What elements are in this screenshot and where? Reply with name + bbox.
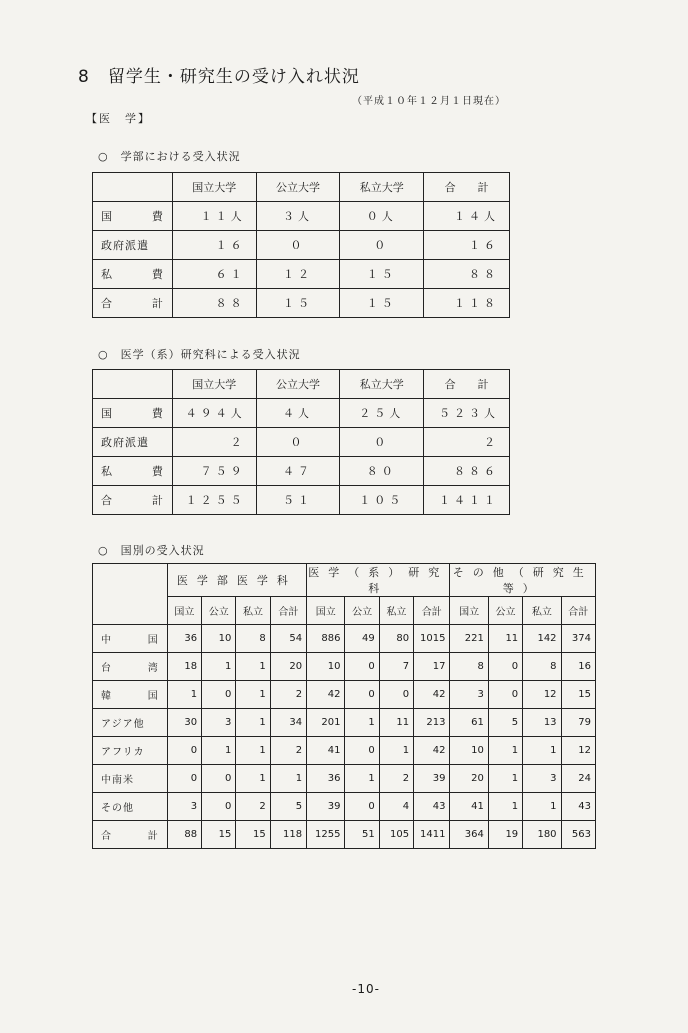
- section1-heading-text: 学部における受入状況: [120, 150, 241, 163]
- value-cell: ２５人: [340, 399, 424, 428]
- value-cell: 118: [270, 821, 306, 849]
- row-label-inner: [93, 715, 167, 730]
- page-title: [78, 62, 360, 87]
- value-cell: 41: [450, 793, 488, 821]
- row-label: [93, 765, 168, 793]
- value-cell: ８０: [340, 457, 424, 486]
- value-cell: 10: [202, 625, 236, 653]
- value-cell: 364: [450, 821, 488, 849]
- page-number: -10-: [352, 982, 380, 996]
- value-cell: 0: [345, 681, 379, 709]
- subcolumn-header: 国立: [307, 597, 345, 625]
- column-header: 合 計: [424, 173, 510, 202]
- value-cell: 30: [167, 709, 201, 737]
- section2-table: [92, 369, 510, 515]
- section3-heading: [98, 542, 205, 558]
- row-label: [93, 625, 168, 653]
- value-cell: 1: [345, 709, 379, 737]
- value-cell: 34: [270, 709, 306, 737]
- value-cell: ４９４人: [172, 399, 256, 428]
- value-cell: 221: [450, 625, 488, 653]
- value-cell: ２: [424, 428, 510, 457]
- value-cell: 24: [561, 765, 595, 793]
- value-cell: ５２３人: [424, 399, 510, 428]
- row-label-left: 国: [101, 210, 113, 223]
- value-cell: 5: [488, 709, 522, 737]
- row-label-right: 国: [147, 691, 159, 702]
- value-cell: 42: [414, 681, 450, 709]
- value-cell: 0: [345, 737, 379, 765]
- value-cell: ３人: [256, 202, 340, 231]
- value-cell: 1: [202, 737, 236, 765]
- value-cell: 3: [202, 709, 236, 737]
- value-cell: 80: [379, 625, 413, 653]
- header-row: [93, 173, 510, 202]
- column-header: 国立大学: [172, 173, 256, 202]
- table-row: [93, 625, 596, 653]
- value-cell: １１８: [424, 289, 510, 318]
- value-cell: 1: [488, 737, 522, 765]
- value-cell: 13: [523, 709, 561, 737]
- table-row: [93, 399, 510, 428]
- value-cell: ０: [256, 231, 340, 260]
- row-label-inner: [93, 266, 172, 282]
- value-cell: 10: [450, 737, 488, 765]
- row-label: [93, 709, 168, 737]
- row-label-left: 台: [101, 663, 112, 674]
- value-cell: 374: [561, 625, 595, 653]
- row-label-inner: [93, 687, 167, 702]
- row-label: [93, 653, 168, 681]
- row-label-inner: [93, 799, 167, 814]
- value-cell: 1015: [414, 625, 450, 653]
- value-cell: 3: [523, 765, 561, 793]
- row-label: [93, 202, 173, 231]
- value-cell: １２: [256, 260, 340, 289]
- value-cell: 1: [270, 765, 306, 793]
- value-cell: 49: [345, 625, 379, 653]
- value-cell: 16: [561, 653, 595, 681]
- value-cell: 17: [414, 653, 450, 681]
- subcolumn-header: 合計: [270, 597, 306, 625]
- value-cell: 1: [379, 737, 413, 765]
- table-row: [93, 231, 510, 260]
- value-cell: 61: [450, 709, 488, 737]
- value-cell: 2: [270, 681, 306, 709]
- column-header: 公立大学: [256, 370, 340, 399]
- value-cell: 0: [167, 765, 201, 793]
- value-cell: 3: [450, 681, 488, 709]
- row-label-right: 費: [151, 210, 164, 223]
- value-cell: 36: [167, 625, 201, 653]
- value-cell: １６: [172, 231, 256, 260]
- value-cell: 0: [202, 681, 236, 709]
- value-cell: 1: [236, 653, 270, 681]
- value-cell: 1: [523, 793, 561, 821]
- value-cell: 180: [523, 821, 561, 849]
- row-label: [93, 681, 168, 709]
- value-cell: 15: [236, 821, 270, 849]
- date-note: （平成１０年１２月１日現在）: [352, 96, 506, 107]
- bullet-circle-icon: ○: [98, 544, 109, 557]
- department-label: 【医 学】: [86, 112, 151, 125]
- table-row: [93, 793, 596, 821]
- value-cell: 1411: [414, 821, 450, 849]
- value-cell: 15: [561, 681, 595, 709]
- value-cell: 43: [414, 793, 450, 821]
- group-header: その他（研究生等）: [450, 564, 596, 597]
- row-label: [93, 399, 173, 428]
- value-cell: ０: [340, 428, 424, 457]
- group-header: 医学部医学科: [167, 564, 306, 597]
- value-cell: １５: [340, 260, 424, 289]
- row-label-right: 計: [151, 297, 164, 310]
- value-cell: １４１１: [424, 486, 510, 515]
- row-label-inner: [93, 434, 172, 450]
- value-cell: １１人: [172, 202, 256, 231]
- value-cell: 201: [307, 709, 345, 737]
- value-cell: 54: [270, 625, 306, 653]
- value-cell: 8: [523, 653, 561, 681]
- table-row: [93, 260, 510, 289]
- row-label-left: 政府派遣: [101, 239, 149, 252]
- table-row: [93, 765, 596, 793]
- value-cell: ８８６: [424, 457, 510, 486]
- subcolumn-header: 国立: [450, 597, 488, 625]
- row-label-inner: [93, 295, 172, 311]
- row-label-right: 計: [147, 831, 159, 842]
- row-label-right: 費: [151, 465, 164, 478]
- value-cell: 43: [561, 793, 595, 821]
- section2-heading-text: 医学（系）研究科による受入状況: [120, 348, 301, 361]
- table-row: [93, 653, 596, 681]
- value-cell: 0: [202, 765, 236, 793]
- group-header: 医学（系）研究科: [307, 564, 450, 597]
- value-cell: 10: [307, 653, 345, 681]
- column-header: 公立大学: [256, 173, 340, 202]
- group-header-row: [93, 564, 596, 597]
- row-label-inner: [93, 492, 172, 508]
- value-cell: 8: [450, 653, 488, 681]
- column-header: 合 計: [424, 370, 510, 399]
- row-label-left: 中: [101, 635, 112, 646]
- value-cell: 1: [236, 709, 270, 737]
- value-cell: １０５: [340, 486, 424, 515]
- value-cell: 1: [236, 765, 270, 793]
- row-label-left: 韓: [101, 691, 112, 702]
- row-label: [93, 260, 173, 289]
- value-cell: ０: [256, 428, 340, 457]
- value-cell: 142: [523, 625, 561, 653]
- value-cell: ０: [340, 231, 424, 260]
- column-header: 私立大学: [340, 173, 424, 202]
- row-label-left: 私: [101, 465, 113, 478]
- value-cell: 42: [307, 681, 345, 709]
- section3-heading-text: 国別の受入状況: [120, 544, 205, 557]
- value-cell: ２: [172, 428, 256, 457]
- row-label-inner: [93, 743, 167, 758]
- value-cell: 12: [523, 681, 561, 709]
- row-label-left: 私: [101, 268, 113, 281]
- value-cell: 1: [202, 653, 236, 681]
- value-cell: １５: [256, 289, 340, 318]
- row-label-left: 国: [101, 407, 113, 420]
- value-cell: 1: [488, 765, 522, 793]
- row-label: [93, 821, 168, 849]
- row-label-right: 湾: [147, 663, 159, 674]
- row-label: [93, 457, 173, 486]
- value-cell: 36: [307, 765, 345, 793]
- value-cell: 213: [414, 709, 450, 737]
- value-cell: ０人: [340, 202, 424, 231]
- value-cell: 105: [379, 821, 413, 849]
- value-cell: 0: [345, 793, 379, 821]
- value-cell: 1255: [307, 821, 345, 849]
- value-cell: 42: [414, 737, 450, 765]
- value-cell: 0: [202, 793, 236, 821]
- row-label-right: 費: [151, 407, 164, 420]
- corner-cell: [93, 564, 168, 625]
- table-row: [93, 457, 510, 486]
- row-label-right: 費: [151, 268, 164, 281]
- value-cell: 88: [167, 821, 201, 849]
- column-header: 私立大学: [340, 370, 424, 399]
- value-cell: 5: [270, 793, 306, 821]
- value-cell: １４人: [424, 202, 510, 231]
- row-label: [93, 486, 173, 515]
- row-label-inner: [93, 631, 167, 646]
- subcolumn-header: 公立: [488, 597, 522, 625]
- subcolumn-header: 私立: [379, 597, 413, 625]
- value-cell: ６１: [172, 260, 256, 289]
- value-cell: 3: [167, 793, 201, 821]
- value-cell: 11: [488, 625, 522, 653]
- value-cell: 7: [379, 653, 413, 681]
- row-label-right: 計: [151, 494, 164, 507]
- subcolumn-header: 国立: [167, 597, 201, 625]
- value-cell: 11: [379, 709, 413, 737]
- value-cell: ５１: [256, 486, 340, 515]
- value-cell: ８８: [424, 260, 510, 289]
- section1-heading: [98, 148, 241, 164]
- row-label-left: アフリカ: [101, 747, 145, 758]
- subcolumn-header: 合計: [561, 597, 595, 625]
- column-header: 国立大学: [172, 370, 256, 399]
- value-cell: 1: [236, 681, 270, 709]
- row-label-left: アジア他: [101, 719, 145, 730]
- value-cell: 886: [307, 625, 345, 653]
- value-cell: 15: [202, 821, 236, 849]
- row-label: [93, 737, 168, 765]
- corner-cell: [93, 173, 173, 202]
- value-cell: 1: [236, 737, 270, 765]
- row-label-left: 合: [101, 494, 113, 507]
- row-label-inner: [93, 405, 172, 421]
- title-text: 留学生・研究生の受け入れ状況: [107, 67, 360, 87]
- table-row: [93, 428, 510, 457]
- value-cell: 1: [523, 737, 561, 765]
- value-cell: 51: [345, 821, 379, 849]
- bullet-circle-icon: ○: [98, 348, 109, 361]
- value-cell: 0: [379, 681, 413, 709]
- row-label-left: 合: [101, 831, 112, 842]
- value-cell: １６: [424, 231, 510, 260]
- value-cell: 563: [561, 821, 595, 849]
- row-label-inner: [93, 463, 172, 479]
- section1-table: [92, 172, 510, 318]
- subcolumn-header: 公立: [345, 597, 379, 625]
- row-label: [93, 428, 173, 457]
- value-cell: 2: [236, 793, 270, 821]
- value-cell: 39: [307, 793, 345, 821]
- subcolumn-header: 私立: [523, 597, 561, 625]
- value-cell: 12: [561, 737, 595, 765]
- row-label-inner: [93, 237, 172, 253]
- row-label-inner: [93, 771, 167, 786]
- table-row: [93, 737, 596, 765]
- value-cell: ７５９: [172, 457, 256, 486]
- row-label-left: 政府派遣: [101, 436, 149, 449]
- row-label: [93, 231, 173, 260]
- value-cell: 8: [236, 625, 270, 653]
- value-cell: 0: [488, 681, 522, 709]
- value-cell: 1: [167, 681, 201, 709]
- value-cell: 18: [167, 653, 201, 681]
- row-label: [93, 289, 173, 318]
- subcolumn-header: 公立: [202, 597, 236, 625]
- row-label: [93, 793, 168, 821]
- value-cell: 1: [488, 793, 522, 821]
- row-label-inner: [93, 659, 167, 674]
- bullet-circle-icon: ○: [98, 150, 109, 163]
- table-row: [93, 486, 510, 515]
- value-cell: 0: [167, 737, 201, 765]
- value-cell: １２５５: [172, 486, 256, 515]
- table-row: [93, 289, 510, 318]
- section3-table: [92, 563, 596, 849]
- value-cell: 19: [488, 821, 522, 849]
- value-cell: 20: [270, 653, 306, 681]
- table-row: [93, 821, 596, 849]
- header-row: [93, 370, 510, 399]
- section2-heading: [98, 346, 301, 362]
- value-cell: 79: [561, 709, 595, 737]
- row-label-right: 国: [147, 635, 159, 646]
- value-cell: ４人: [256, 399, 340, 428]
- table-row: [93, 202, 510, 231]
- value-cell: 41: [307, 737, 345, 765]
- row-label-inner: [93, 208, 172, 224]
- value-cell: 2: [270, 737, 306, 765]
- section-number: 8: [78, 67, 90, 87]
- subheader-row: [93, 597, 596, 625]
- row-label-inner: [93, 827, 167, 842]
- value-cell: 1: [345, 765, 379, 793]
- corner-cell: [93, 370, 173, 399]
- subcolumn-header: 合計: [414, 597, 450, 625]
- table-row: [93, 709, 596, 737]
- value-cell: 0: [345, 653, 379, 681]
- value-cell: 0: [488, 653, 522, 681]
- value-cell: ８８: [172, 289, 256, 318]
- value-cell: 4: [379, 793, 413, 821]
- value-cell: １５: [340, 289, 424, 318]
- value-cell: ４７: [256, 457, 340, 486]
- value-cell: 20: [450, 765, 488, 793]
- table-row: [93, 681, 596, 709]
- value-cell: 39: [414, 765, 450, 793]
- row-label-left: その他: [101, 803, 134, 814]
- subcolumn-header: 私立: [236, 597, 270, 625]
- value-cell: 2: [379, 765, 413, 793]
- row-label-left: 合: [101, 297, 113, 310]
- row-label-left: 中南米: [101, 775, 134, 786]
